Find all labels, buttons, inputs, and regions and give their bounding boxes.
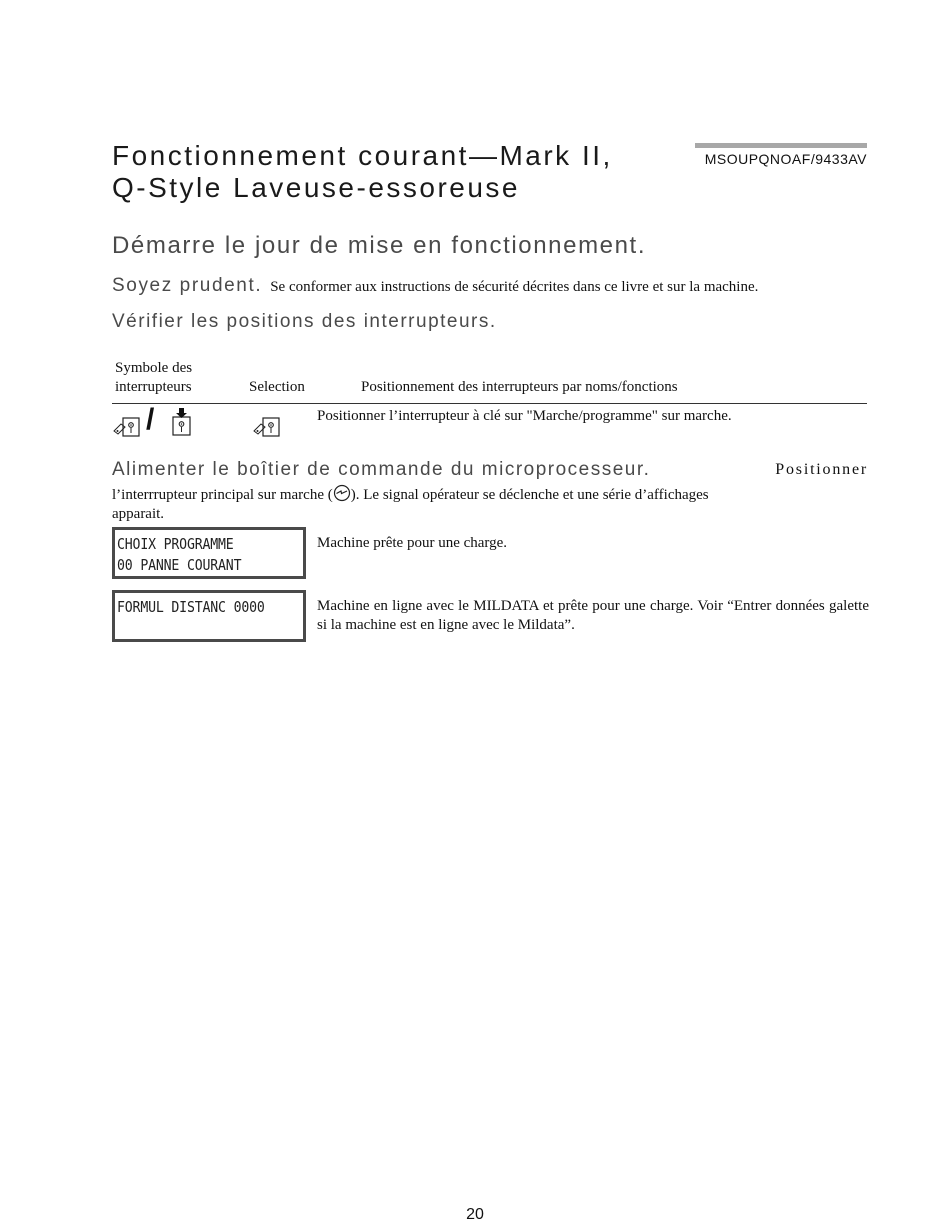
table-header-rule xyxy=(112,403,867,404)
lcd-line-1: CHOIX PROGRAMME xyxy=(117,535,234,553)
col-symbol-header xyxy=(115,359,192,397)
lcd-display xyxy=(112,590,306,642)
page-title xyxy=(112,140,613,204)
doc-number-bar xyxy=(695,143,867,148)
display-description: Machine en ligne avec le MILDATA et prête pour une charge. Voir “Entrer données galette si la machine est en ligne avec le Mildata”. xyxy=(317,598,869,633)
section-heading: Démarre le jour de mise en fonctionnement. xyxy=(112,232,647,259)
verify-heading: Vérifier les positions des interrupteurs. xyxy=(112,311,497,332)
program-switch-icon xyxy=(170,407,194,437)
col-symbol-line-1: Symbole des xyxy=(115,360,193,376)
safety-text: Se conformer aux instructions de sécurité décrites dans ce livre et sur la machine. xyxy=(270,279,759,295)
power-text-line2: apparait. xyxy=(112,506,165,522)
lcd-display xyxy=(112,527,306,579)
key-switch-icon xyxy=(112,413,142,439)
col-selection-header: Selection xyxy=(249,379,305,395)
page-number: 20 xyxy=(466,1206,484,1223)
col-symbol-line-2: interrupteurs xyxy=(115,379,192,395)
lcd-line-1: FORMUL DISTANC 0000 xyxy=(117,598,265,616)
power-heading: Alimenter le boîtier de commande du microprocesseur. xyxy=(112,459,651,480)
title-line-1: Fonctionnement courant—Mark II, xyxy=(112,140,613,171)
power-instruction xyxy=(112,484,867,524)
title-line-2: Q-Style Laveuse-essoreuse xyxy=(112,172,521,203)
power-on-icon xyxy=(333,484,351,502)
switch-instruction: Positionner l’interrupteur à clé sur "Marche/programme" sur marche. xyxy=(317,408,732,424)
display-description: Machine prête pour une charge. xyxy=(317,535,508,551)
power-text-after: ). Le signal opérateur se déclenche et une série d’affichages xyxy=(350,487,709,503)
doc-number: MSOUPQNOAF/9433AV xyxy=(704,151,867,167)
power-lead: Positionner xyxy=(775,461,868,478)
key-switch-selection-icon xyxy=(252,413,282,439)
safety-note xyxy=(112,275,872,297)
safety-lead: Soyez prudent. xyxy=(112,275,263,296)
lcd-line-2: 00 PANNE COURANT xyxy=(117,556,242,574)
power-text-before: l’interrrupteur principal sur marche ( xyxy=(112,487,333,503)
symbol-separator: / xyxy=(146,403,155,436)
col-position-header: Positionnement des interrupteurs par noms/fonctions xyxy=(361,379,678,395)
